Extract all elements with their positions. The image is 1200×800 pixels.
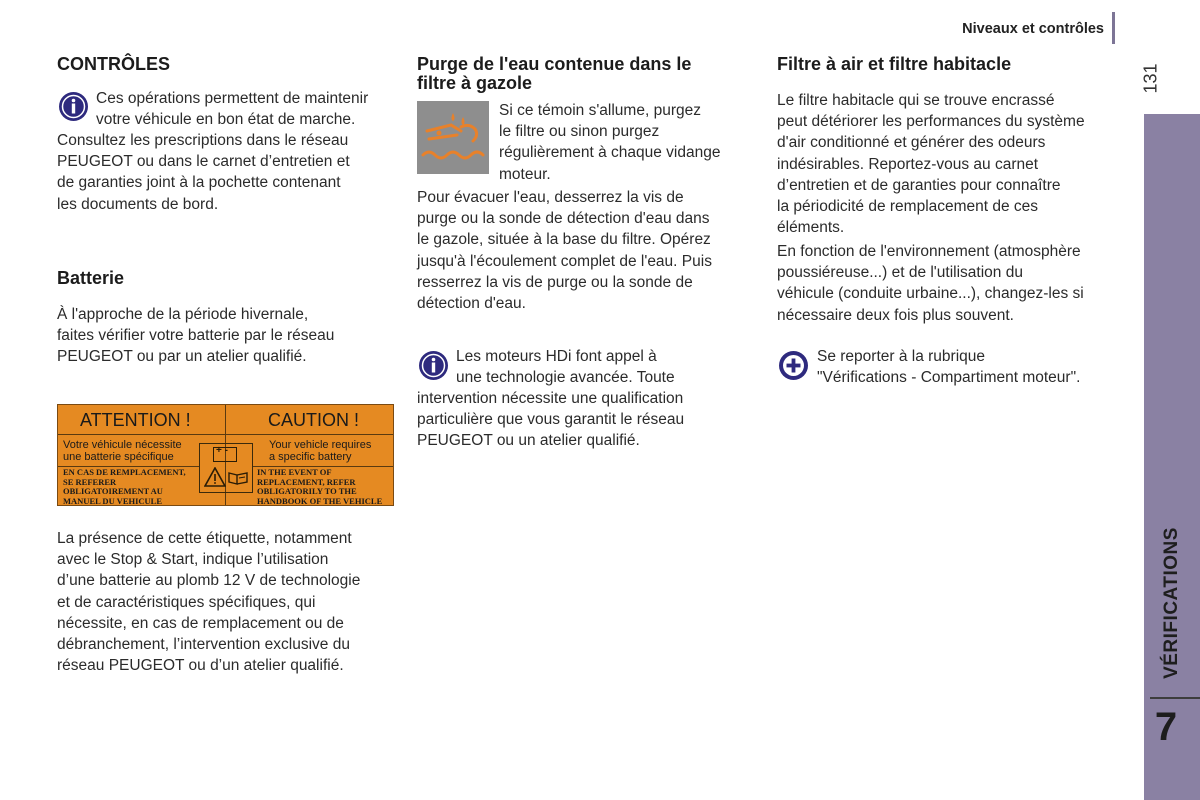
air-filter-heading: Filtre à air et filtre habitacle — [777, 54, 1012, 74]
controls-info-lines-1: Ces opérations permettent de maintenir votre véhicule en bon état de marche. — [96, 90, 369, 129]
witness-paragraph: Si ce témoin s'allume, purgez le filtre ou sinon purgez régulièrement à chaque vidange moteur. — [499, 102, 721, 183]
controls-info-lines-2: Consultez les prescriptions dans le réseau PEUGEOT ou dans le carnet d’entretien et de garanties joint à la pochette contenant les documents de bord. — [57, 132, 350, 213]
label-pictogram-box — [199, 443, 253, 493]
battery-warning-label — [57, 404, 394, 506]
section-title: Niveaux et contrôles — [962, 21, 1104, 37]
label-en-small: IN THE EVENT OF REPLACEMENT, REFER OBLIGATORILY TO THE HANDBOOK OF THE VEHICLE — [257, 467, 383, 506]
label-attention: ATTENTION ! — [80, 410, 191, 430]
water-in-fuel-warning-icon — [417, 101, 489, 174]
hdi-info-lines-1: Les moteurs HDi font appel à une technologie avancée. Toute — [456, 348, 675, 387]
battery-heading: Batterie — [57, 268, 125, 288]
chapter-label-wrap — [1144, 515, 1200, 690]
hdi-info-lines-2: intervention nécessite une qualification particulière que vous garantit le réseau PEUGEOT ou un atelier qualifié. — [417, 390, 685, 450]
label-rule — [58, 434, 393, 435]
battery-paragraph: À l'approche de la période hivernale, faites vérifier votre batterie par le réseau PEUGEOT ou par un atelier qualifié. — [57, 306, 335, 366]
chapter-label: VÉRIFICATIONS — [1161, 526, 1182, 679]
page-number: 131 — [1140, 63, 1161, 94]
chapter-divider — [1150, 697, 1200, 699]
battery-icon: + - — [213, 447, 237, 462]
air-filter-paragraph-1: Le filtre habitacle qui se trouve encrassé peut détériorer les performances du système d'air conditionné et générer des odeurs indésirables. Reportez-vous au carnet d’entretien et de garanties pour connaître la périodicité de remplacement de ces éléments. — [777, 92, 1085, 237]
warning-triangle-icon — [204, 467, 226, 487]
controls-heading: CONTRÔLES — [57, 54, 171, 74]
battery-label-paragraph: La présence de cette étiquette, notamment avec le Stop & Start, indique l’utilisation d’une batterie au plomb 12 V de technologie et de caractéristiques spécifiques, qui nécessite, en cas de remplacement ou de débranchement, l’intervention exclusive du réseau PEUGEOT ou d’un atelier qualifié. — [57, 530, 361, 675]
engine-compartment-reference: Se reporter à la rubrique "Vérifications - Compartiment moteur". — [817, 348, 1081, 387]
purge-paragraph: Pour évacuer l'eau, desserrez la vis de purge ou la sonde de détection d'eau dans le gazole, située à la base du filtre. Opérez jusqu'à l'écoulement complet de l'eau. Puis resserrez la vis de purge ou la sonde de détection d'eau. — [417, 189, 712, 313]
label-caution: CAUTION ! — [268, 410, 360, 430]
manual-book-icon — [227, 470, 249, 486]
plus-icon — [778, 350, 809, 381]
info-icon — [418, 350, 449, 381]
header-divider — [1112, 12, 1115, 44]
label-fr-spec: Votre véhicule nécessite une batterie spécifique — [63, 439, 182, 463]
air-filter-paragraph-2: En fonction de l'environnement (atmosphère poussiéreuse...) et de l'utilisation du véhicule (conduite urbaine...), changez-les si nécessaire deux fois plus souvent. — [777, 243, 1084, 324]
chapter-number: 7 — [1154, 705, 1178, 749]
info-icon — [58, 91, 89, 122]
label-fr-small: EN CAS DE REMPLACEMENT, SE REFERER OBLIGATOIREMENT AU MANUEL DU VEHICULE — [63, 467, 186, 506]
fuel-filter-heading: Purge de l'eau contenue dans le filtre à gazole — [417, 54, 692, 93]
label-en-spec: Your vehicle requires a specific battery — [269, 439, 372, 463]
